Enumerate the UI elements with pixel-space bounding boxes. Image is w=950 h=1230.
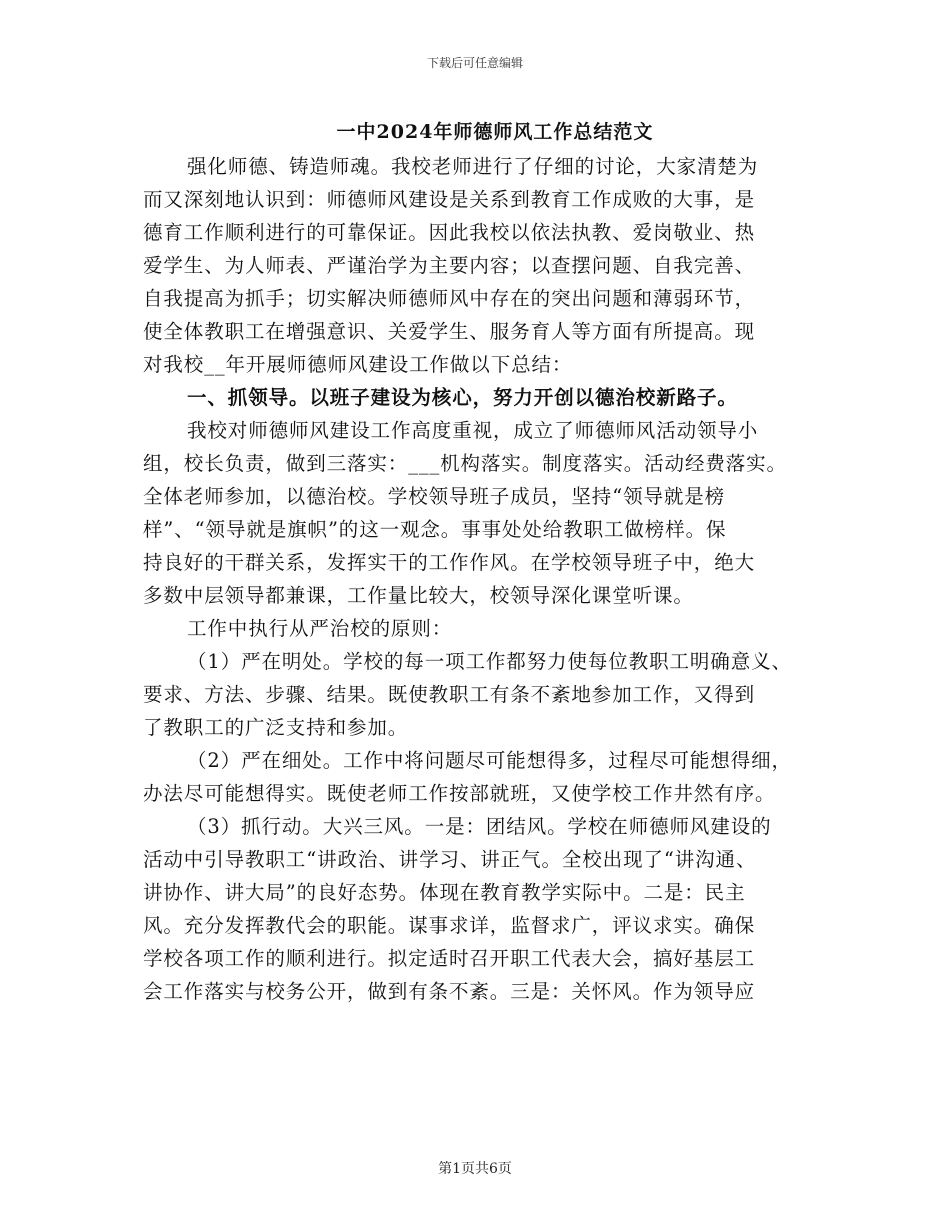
body-line: 学校各项工作的顺利进行。拟定适时召开职工代表大会，搞好基层工 (143, 947, 756, 970)
body-line: 讲协作、讲大局”的良好态势。体现在教育教学实际中。二是：民主 (143, 881, 746, 904)
body-line: （1）严在明处。学校的每一项工作都努力使每位教职工明确意义、 (187, 650, 792, 673)
body-line: （2）严在细处。工作中将问题尽可能想得多，过程尽可能想得细， (187, 749, 792, 772)
body-line: 多数中层领导都兼课，工作量比较大，校领导深化课堂听课。 (143, 584, 694, 607)
body-line: 而又深刻地认识到：师德师风建设是关系到教育工作成败的大事，是 (143, 188, 756, 211)
body-line: 会工作落实与校务公开，做到有条不紊。三是：关怀风。作为领导应 (143, 980, 756, 1003)
body-line: 要求、方法、步骤、结果。既使教职工有条不紊地参加工作，又得到 (143, 683, 756, 706)
body-line: 全体老师参加，以德治校。学校领导班子成员，坚持“领导就是榜 (143, 485, 726, 508)
body-line: 德育工作顺利进行的可靠保证。因此我校以依法执教、爱岗敬业、热 (143, 221, 756, 244)
body-line: （3）抓行动。大兴三风。一是：团结风。学校在师德师风建设的 (187, 815, 772, 838)
body-line: 风。充分发挥教代会的职能。谋事求详，监督求广，评议求实。确保 (143, 914, 756, 937)
body-line: 了教职工的广泛支持和参加。 (143, 716, 409, 739)
body-line: 办法尽可能想得实。既使老师工作按部就班，又使学校工作井然有序。 (143, 782, 776, 805)
body-line: 我校对师德师风建设工作高度重视，成立了师德师风活动领导小 (187, 419, 759, 442)
page-number-footer: 第1页共6页 (438, 1161, 512, 1177)
body-line: 对我校__年开展师德师风建设工作做以下总结： (143, 353, 573, 376)
body-line: 强化师德、铸造师魂。我校老师进行了仔细的讨论，大家清楚为 (187, 155, 759, 178)
body-line: 爱学生、为人师表、严谨治学为主要内容；以查摆问题、自我完善、 (143, 254, 756, 277)
header-note: 下载后可任意编辑 (426, 56, 523, 70)
body-line: 样”、“领导就是旗帜”的这一观念。事事处处给教职工做榜样。保 (143, 518, 727, 541)
document-body (143, 150, 823, 1008)
body-line: 持良好的干群关系，发挥实干的工作作风。在学校领导班子中，绝大 (143, 551, 756, 574)
body-line: 使全体教职工在增强意识、关爱学生、服务育人等方面有所提高。现 (143, 320, 756, 343)
body-line: 活动中引导教职工“讲政治、讲学习、讲正气。全校出现了“讲沟通、 (143, 848, 757, 871)
body-line: 组，校长负责，做到三落实：___机构落实。制度落实。活动经费落实。 (143, 452, 787, 475)
body-line: 自我提高为抓手；切实解决师德师风中存在的突出问题和薄弱环节， (143, 287, 756, 310)
section-heading: 一、抓领导。以班子建设为核心，努力开创以德治校新路子。 (187, 386, 738, 409)
document-title: 一中2024年师德师风工作总结范文 (336, 121, 654, 143)
body-line: 工作中执行从严治校的原则： (187, 617, 453, 640)
